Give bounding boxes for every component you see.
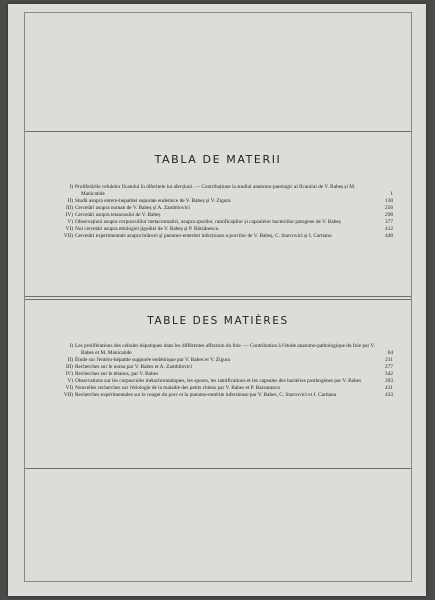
entry-text: Cercetări asupra tetanosului de V. Babeș bbox=[75, 211, 161, 218]
entry-page: 393 bbox=[385, 377, 393, 384]
entry-number: IV) bbox=[65, 211, 73, 218]
entry-text: Recherches expérimentales sur le rouget du porc et la pneumo-entérite infectieuse par V. Babes, C. Starcovici et J. Cartianu bbox=[75, 391, 337, 398]
entry-text: Cercetări experimentale asupra brâncei și pneumo-enteritei infecțioase a porcilor de V. Babeș, C. Starcovici și I. Cartianu bbox=[75, 232, 332, 239]
bottom-rule bbox=[25, 468, 411, 469]
entry-text: Cercetări asupra noman de V. Babeș și A. Zambilovici bbox=[75, 204, 190, 211]
entry-text: Nouvelles recherches sur l'étiologie de la maladie des petits chiens par V. Babes et P. Barzanesco bbox=[75, 384, 281, 391]
entry-number: V) bbox=[67, 377, 73, 384]
toc-entry bbox=[57, 205, 393, 212]
toc-entry bbox=[57, 184, 393, 197]
toc-french bbox=[57, 343, 393, 398]
entry-page: 64 bbox=[387, 349, 393, 356]
toc-entry bbox=[57, 343, 393, 356]
document-page bbox=[8, 4, 426, 596]
entry-number: V) bbox=[67, 218, 73, 225]
entry-text: Observațiuni asupra corpusculilor metacromatici, asupra sporilor, ramificațiilor și capsulelor bacteriilor patogene de V. Babeș bbox=[75, 218, 341, 225]
entry-page: 211 bbox=[385, 356, 393, 363]
toc-entry bbox=[57, 364, 393, 371]
entry-text: Observations sur les corpuscules métachromatiques, les spores, les ramifications et les capsules des bactéries porthogènes par V. Babes bbox=[75, 377, 362, 384]
page-border bbox=[24, 12, 412, 582]
entry-number: VI) bbox=[65, 225, 73, 232]
middle-rule-upper bbox=[25, 296, 411, 297]
entry-number: VI) bbox=[65, 384, 73, 391]
entry-page: 342 bbox=[385, 370, 393, 377]
entry-page: 130 bbox=[385, 197, 393, 204]
entry-page: 277 bbox=[385, 363, 393, 370]
entry-number: II) bbox=[67, 356, 73, 363]
entry-page: 298 bbox=[385, 211, 393, 218]
entry-page: 448 bbox=[385, 232, 393, 239]
entry-text: Recherches sur le tétanos, par V. Babes bbox=[75, 370, 159, 377]
entry-text: Noi cercetări asupra etiologiei jigodiei de V. Babeș și P. Bărzănescu bbox=[75, 225, 219, 232]
entry-text: Proliferările celulelor ficatului în diferitele lui afecțiuni. — Contribuțiune la studiul anatomo-patologic al ficatului de V. Babeș și M. Manicatide bbox=[75, 184, 356, 197]
toc-entry bbox=[57, 378, 393, 385]
entry-page: 377 bbox=[385, 218, 393, 225]
entry-number: III) bbox=[65, 363, 73, 370]
entry-number: I) bbox=[69, 184, 73, 190]
entry-text: Studii asupra entero-hepatitei supurate endemice de V. Babeș și V. Zigura bbox=[75, 197, 231, 204]
entry-number: I) bbox=[69, 343, 73, 349]
top-rule bbox=[25, 131, 411, 132]
entry-page: 431 bbox=[385, 384, 393, 391]
middle-rule-lower bbox=[25, 299, 411, 300]
title-french: TABLE DES MATIÈRES bbox=[147, 315, 289, 327]
toc-entry bbox=[57, 212, 393, 219]
entry-page: 1 bbox=[390, 190, 393, 197]
entry-text: Les proliférations des cellules hépatiques dans les différentes affection du foie. — Contribution à l'étude anatomo-pathologique du foie par V. Babes et M. Manicatide bbox=[75, 343, 375, 356]
entry-number: VII) bbox=[63, 391, 73, 398]
entry-page: 412 bbox=[385, 225, 393, 232]
title-romanian: TABLA DE MATERII bbox=[154, 153, 282, 166]
toc-entry bbox=[57, 233, 393, 240]
toc-entry bbox=[57, 392, 393, 399]
toc-entry bbox=[57, 371, 393, 378]
entry-number: VII) bbox=[63, 232, 73, 239]
toc-entry bbox=[57, 198, 393, 205]
toc-entry bbox=[57, 385, 393, 392]
entry-number: II) bbox=[67, 197, 73, 204]
entry-text: Recherches sur le noma par V. Babes et A. Zambilovici bbox=[75, 363, 193, 370]
toc-romanian bbox=[57, 184, 393, 239]
toc-entry bbox=[57, 219, 393, 226]
toc-entry bbox=[57, 226, 393, 233]
entry-page: 433 bbox=[385, 391, 393, 398]
entry-number: IV) bbox=[65, 370, 73, 377]
toc-entry bbox=[57, 357, 393, 364]
entry-text: Étude sur l'entéro-hépatite suppurée endémique par V. Babes et V. Zigura bbox=[75, 356, 231, 363]
entry-number: III) bbox=[65, 204, 73, 211]
entry-page: 256 bbox=[385, 204, 393, 211]
